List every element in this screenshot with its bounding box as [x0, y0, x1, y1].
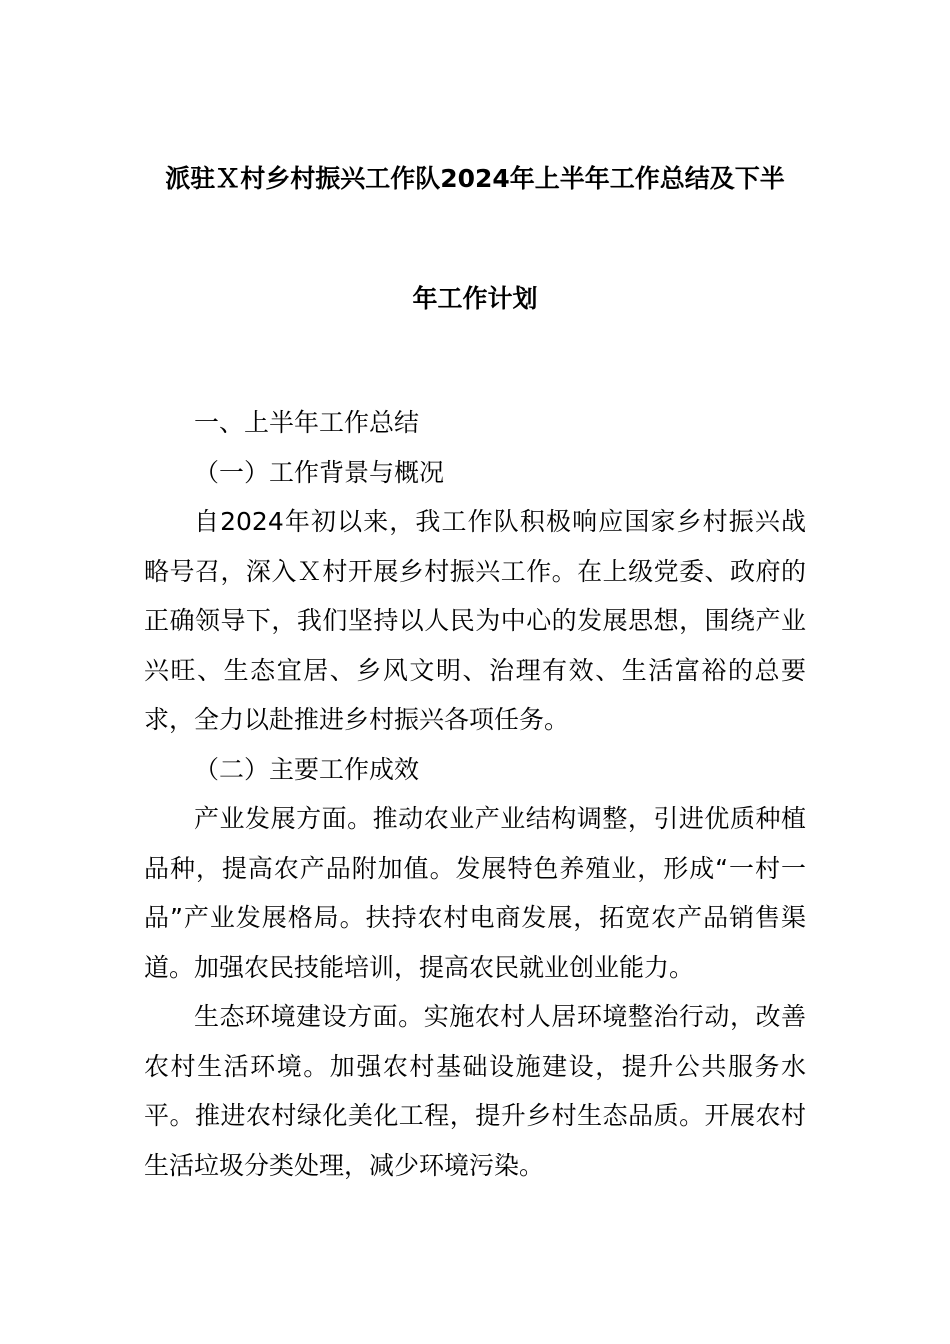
document-title-line-2: 年工作计划 [412, 284, 538, 313]
paragraph-industry-development: 产业发展方面。推动农业产业结构调整，引进优质种植品种，提高农产品附加值。发展特色养殖业，形成“一村一品”产业发展格局。扶持农村电商发展，拓宽农产品销售渠道。加强农民技能培训，提高农民就业创业能力。 [144, 804, 806, 982]
paragraph-ecological-environment: 生态环境建设方面。实施农村人居环境整治行动，改善农村生活环境。加强农村基础设施建设，提升公共服务水平。推进农村绿化美化工程，提升乡村生态品质。开展农村生活垃圾分类处理，减少环境污染。 [144, 1002, 806, 1180]
subsection-heading-achievements: （二）主要工作成效 [194, 754, 420, 784]
document-body [144, 398, 806, 1190]
section-heading-first-half-summary: 一、上半年工作总结 [194, 408, 420, 437]
paragraph-background: 自2024年初以来，我工作队积极响应国家乡村振兴战略号召，深入Ｘ村开展乡村振兴工作。在上级党委、政府的正确领导下，我们坚持以人民为中心的发展思想，围绕产业兴旺、生态宜居、乡风文明、治理有效、生活富裕的总要求，全力以赴推进乡村振兴各项任务。 [144, 507, 806, 734]
subsection-heading-background: （一）工作背景与概况 [194, 457, 445, 487]
document-title-line-1: 派驻Ｘ村乡村振兴工作队2024年上半年工作总结及下半 [165, 164, 785, 193]
